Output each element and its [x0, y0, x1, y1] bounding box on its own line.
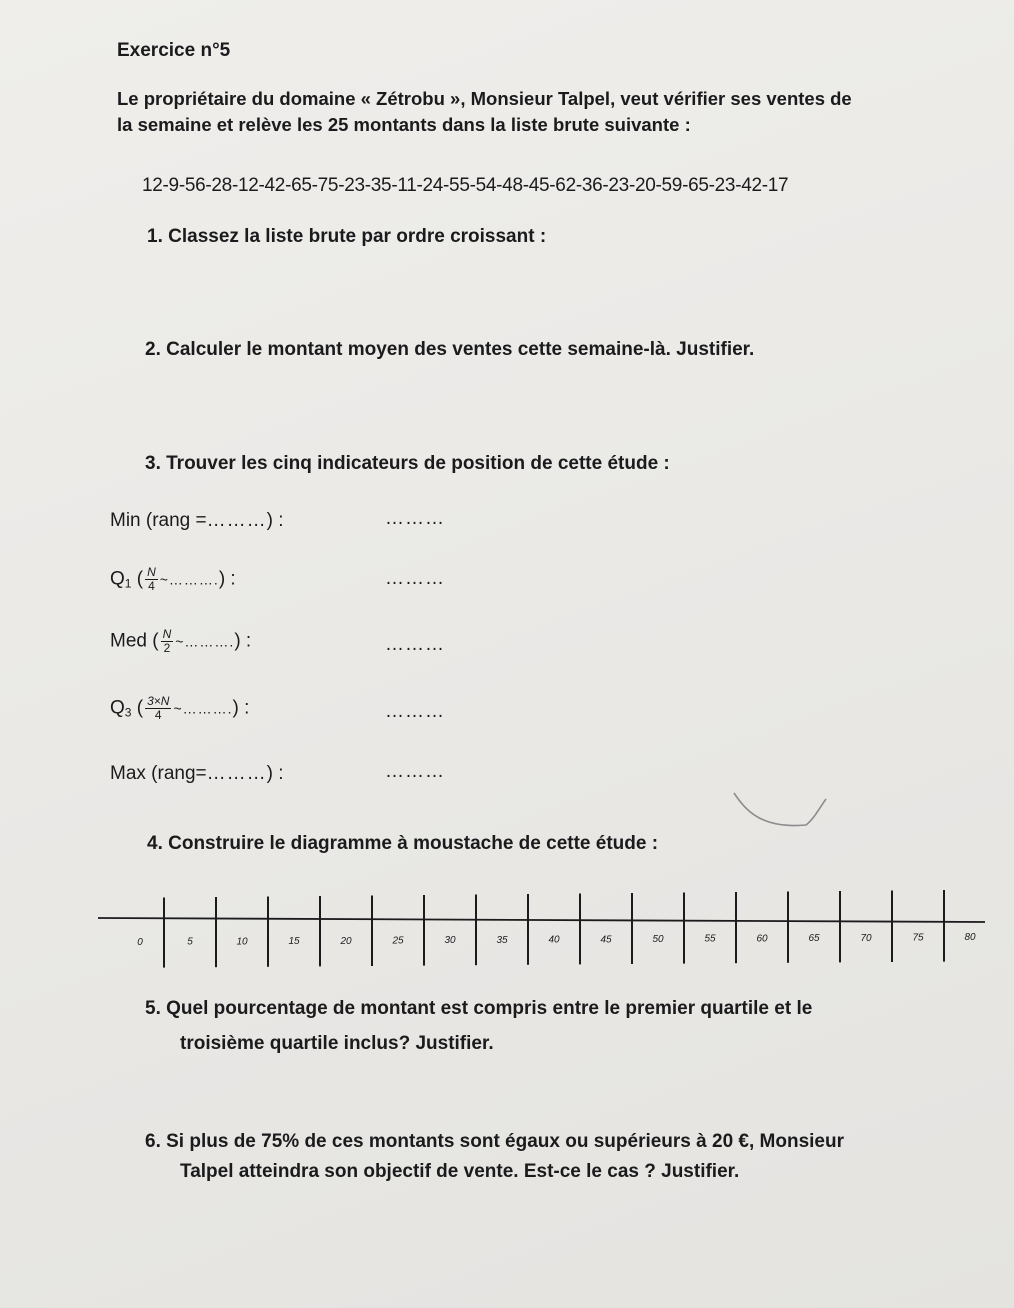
q3-answer-blank[interactable]: ………: [385, 701, 445, 722]
q1-answer-blank[interactable]: ………: [385, 568, 445, 589]
max-answer-blank[interactable]: ………: [385, 761, 445, 782]
intro-line-2: la semaine et relève les 25 montants dans la liste brute suivante :: [117, 114, 691, 135]
axis-tick-label: 35: [496, 934, 508, 946]
axis-tick-label: 25: [392, 935, 404, 947]
raw-data-list: 12-9-56-28-12-42-65-75-23-35-11-24-55-54-48-45-62-36-23-20-59-65-23-42-17: [142, 175, 789, 196]
axis-tick-label: 0: [137, 937, 143, 948]
indicator-q1: $Q_1$ ( $\frac{N}{4}$ ~……….) :: [110, 565, 236, 593]
question-1: 1. Classez la liste brute par ordre croissant :: [147, 226, 547, 247]
indicator-median: Med ( $\frac{N}{2}$ ~……….) :: [110, 627, 252, 655]
axis-tick-label: 40: [548, 934, 560, 946]
indicator-max: Max (rang=………) :: [110, 763, 284, 784]
axis-tick-label: 50: [652, 934, 664, 945]
q3-fraction: $\frac{3\times N}{4}$: [147, 694, 170, 722]
axis-tick-label: 15: [288, 936, 300, 948]
axis-tick-label: 70: [860, 932, 872, 944]
q1-fraction: $\frac{N}{4}$: [147, 565, 156, 593]
axis-tick-label: 30: [444, 935, 456, 947]
axis-tick-label: 60: [756, 933, 768, 945]
question-5-line-1: 5. Quel pourcentage de montant est compris entre le premier quartile et le: [145, 998, 813, 1019]
axis-group: [98, 890, 985, 968]
median-answer-blank[interactable]: ………: [385, 634, 445, 655]
exercise-title: Exercice n°5: [117, 40, 231, 61]
boxplot-axis[interactable]: [90, 870, 990, 975]
axis-tick-label: 75: [912, 932, 924, 944]
median-rank-blank[interactable]: ~……….: [175, 633, 235, 650]
indicator-min: Min (rang =………) :: [110, 510, 284, 531]
axis-tick-label: 5: [187, 936, 193, 948]
question-3: 3. Trouver les cinq indicateurs de position de cette étude :: [145, 453, 670, 474]
median-fraction: $\frac{N}{2}$: [162, 627, 172, 655]
question-2: 2. Calculer le montant moyen des ventes cette semaine-là. Justifier.: [145, 339, 755, 360]
question-5-line-2: troisième quartile inclus? Justifier.: [180, 1033, 494, 1054]
axis-line: [98, 918, 985, 922]
question-6-line-1: 6. Si plus de 75% de ces montants sont égaux ou supérieurs à 20 €, Monsieur: [145, 1131, 844, 1152]
axis-tick-label: 80: [964, 932, 976, 944]
axis-tick-label: 55: [704, 933, 716, 945]
q3-rank-blank[interactable]: ~……….: [173, 700, 233, 717]
intro-line-1: Le propriétaire du domaine « Zétrobu », Monsieur Talpel, veut vérifier ses ventes de: [117, 88, 852, 109]
q1-rank-blank[interactable]: ~……….: [159, 571, 219, 588]
max-rank-blank[interactable]: ………: [206, 763, 267, 784]
axis-tick-label: 45: [600, 934, 612, 946]
indicator-q3: $Q_3$ ( $\frac{3\times N}{4}$ ~……….) :: [110, 694, 250, 722]
pencil-mark-decoration: [728, 785, 838, 845]
question-4: 4. Construire le diagramme à moustache de cette étude :: [147, 833, 659, 854]
question-6-line-2: Talpel atteindra son objectif de vente. Est-ce le cas ? Justifier.: [180, 1161, 740, 1182]
min-answer-blank[interactable]: ………: [385, 508, 445, 529]
axis-tick-label: 20: [340, 935, 352, 947]
axis-tick-label: 65: [808, 933, 820, 945]
min-rank-blank[interactable]: ………: [206, 510, 267, 531]
axis-tick-label: 10: [236, 936, 248, 948]
